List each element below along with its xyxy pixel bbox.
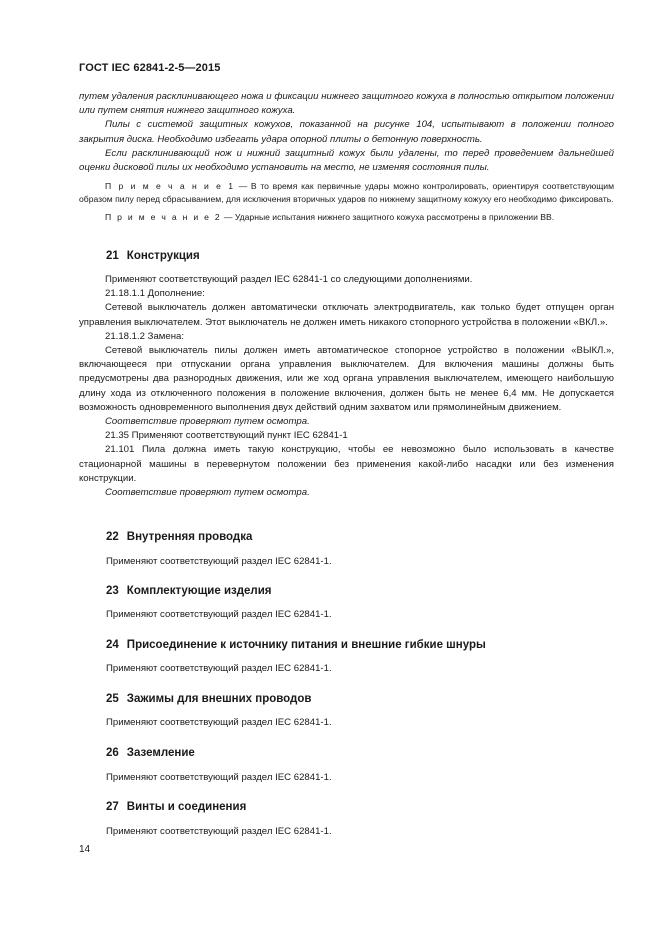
note-text: — В то время как первичные удары можно контролировать, ориентируя соответствующим образом пилу перед сбрасыванием, для исключения вторичных ударов по нижнему защитному кожуху его необходимо фиксировать. [79, 181, 615, 204]
section-paragraph: 21.18.1.1 Дополнение: [105, 288, 205, 300]
section-title: Внутренняя проводка [126, 531, 253, 543]
intro-paragraph: Пилы с системой защитных кожухов, показанной на рисунке 104, испытывают в положении полного закрытия диска. Необходимо избегать удара опорной плиты о бетонную поверхность. [79, 119, 614, 145]
intro-block [79, 90, 614, 224]
intro-paragraph: путем удаления расклинивающего ножа и фиксации нижнего защитного кожуха в полностью открытом положении или путем снятия нижнего защитного кожуха. [79, 91, 614, 117]
section-21-body [79, 273, 614, 500]
section-text-27: Применяют соответствующий раздел IEC 62841-1. [106, 826, 332, 837]
section-paragraph: Применяют соответствующий раздел IEC 62841-1 со следующими дополнениями. [105, 274, 473, 285]
section-paragraph: 21.18.1.2 Замена: [105, 330, 185, 342]
note-2 [79, 211, 614, 224]
compliance-note: Соответствие проверяют путем осмотра. [105, 487, 310, 499]
note-label: П р и м е ч а н и е 1 [105, 181, 235, 192]
section-heading-25 [106, 693, 311, 705]
section-number: 21 [106, 250, 119, 262]
note-label: П р и м е ч а н и е 2 [105, 212, 222, 223]
note-text: — Ударные испытания нижнего защитного кожуха рассмотрены в приложении ВВ. [221, 212, 555, 223]
section-heading-22 [106, 531, 252, 543]
intro-paragraph: Если расклинивающий нож и нижний защитный кожух были удалены, то перед проведением дальнейшей оценки дисковой пилы их необходимо установить на место, не изменяя состояния пилы. [79, 147, 614, 174]
section-text-22: Применяют соответствующий раздел IEC 62841-1. [106, 556, 332, 567]
section-paragraph: 21.35 Применяют соответствующий пункт IEC 62841-1 [105, 430, 348, 442]
section-number: 23 [106, 585, 119, 597]
section-title: Конструкция [126, 250, 200, 262]
section-number: 25 [106, 693, 119, 705]
section-heading-27 [106, 801, 246, 813]
section-paragraph: Сетевой выключатель пилы должен иметь автоматическое стопорное устройство в положении «ВЫКЛ.», включающееся при отпускании органа управления выключателем. Для включения машины должны быть предусмотрены два разнородных движения, или же ход органа управления выключателем, имеющего наибольшую длину хода из отключенного положения в положение включения, должен быть не менее 6,4 мм. Не допускается возможность одновременного выполнения двух действий одним захватом или прямолинейным движением. [79, 345, 614, 413]
section-heading-24 [106, 639, 486, 651]
section-title: Винты и соединения [126, 801, 247, 813]
section-number: 24 [106, 639, 119, 651]
section-text-23: Применяют соответствующий раздел IEC 62841-1. [106, 609, 332, 620]
compliance-note: Соответствие проверяют путем осмотра. [105, 416, 310, 428]
section-text-25: Применяют соответствующий раздел IEC 62841-1. [106, 717, 332, 728]
section-title: Заземление [126, 747, 195, 759]
section-paragraph: Сетевой выключатель должен автоматически отключать электродвигатель, как только будет отпущен орган управления выключателем. Этот выключатель не должен иметь никакого стопорного устройства в положении «ВКЛ.». [79, 302, 614, 328]
section-heading-23 [106, 585, 272, 597]
section-title: Комплектующие изделия [126, 585, 272, 597]
section-text-26: Применяют соответствующий раздел IEC 62841-1. [106, 772, 332, 783]
document-header: ГОСТ IEC 62841-2-5—2015 [79, 62, 221, 74]
section-heading-26 [106, 747, 195, 759]
section-number: 22 [106, 531, 119, 543]
section-number: 26 [106, 747, 119, 759]
section-title: Зажимы для внешних проводов [126, 693, 312, 705]
note-1 [79, 180, 614, 205]
page-number: 14 [79, 844, 91, 855]
section-paragraph: 21.101 Пила должна иметь такую конструкцию, чтобы ее невозможно было использовать в качестве стационарной машины в перевернутом положении без применения какой-либо насадки или без изменения конструкции. [79, 444, 614, 484]
section-number: 27 [106, 801, 119, 813]
section-heading-21 [106, 250, 200, 262]
section-title: Присоединение к источнику питания и внешние гибкие шнуры [126, 639, 486, 651]
section-text-24: Применяют соответствующий раздел IEC 62841-1. [106, 663, 332, 674]
